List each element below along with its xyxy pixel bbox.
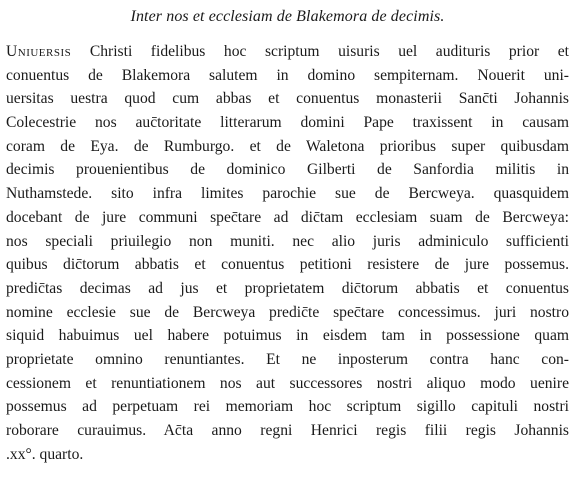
text-line: possemus ad perpetuam rei memoriam hoc scriptum sigillo capituli nostri — [6, 398, 569, 416]
text-line: quibus dic̄torum abbatis et conuentus petitioni resistere de jure possemus. — [6, 256, 569, 274]
text-line: cessionem et renuntiationem nos aut successores nostri aliquo modo uenire — [6, 374, 569, 392]
document-title: Inter nos et ecclesiam de Blakemora de decimis. — [130, 8, 445, 25]
text-line: .xx°. quarto. — [6, 445, 84, 463]
text-line: nos speciali priuilegio non muniti. nec alio juris adminiculo sufficienti — [6, 232, 569, 250]
text-line: nomine ecclesie sue de Bercweya predic̄te spec̄tare concessimus. juri nostro — [6, 303, 569, 321]
text-line: docebant de jure communi spec̄tare ad dic̄tam ecclesiam suam de Bercweya: — [6, 208, 569, 226]
text-line: Nuthamstede. sito infra limites parochie sue de Bercweya. quasquidem — [6, 185, 569, 203]
text-line: decimis prouenientibus de dominico Gilberti de Sanfordia militis in — [6, 161, 569, 179]
text-line: roborare curauimus. Ac̄ta anno regni Henrici regis filii regis Johannis — [6, 422, 569, 439]
text-line: conuentus de Blakemora salutem in domino sempiternam. Nouerit uni- — [6, 66, 569, 84]
text-line: proprietate omnino renuntiantes. Et ne inposterum contra hanc con- — [6, 350, 569, 368]
text-line: coram de Eya. de Rumburgo. et de Waletona prioribus super quibusdam — [6, 137, 569, 155]
text-line-content: Christi fidelibus hoc scriptum uisuris uel audituris prior et — [71, 43, 569, 60]
text-line: uersitas uestra quod cum abbas et conuentus monasterii Sanc̄ti Johannis — [6, 90, 569, 108]
opening-word: Uniuersis — [6, 43, 72, 60]
text-line: siquid habuimus uel habere potuimus in eisdem tam in possessione quam — [6, 327, 569, 345]
text-line: Colecestrie nos auc̄toritate litterarum domini Pape traxissent in causam — [6, 114, 569, 132]
text-line: predic̄tas decimas ad jus et proprietatem dic̄torum abbatis et conuentus — [6, 279, 569, 297]
document-body — [6, 40, 569, 466]
text-line — [6, 40, 569, 64]
